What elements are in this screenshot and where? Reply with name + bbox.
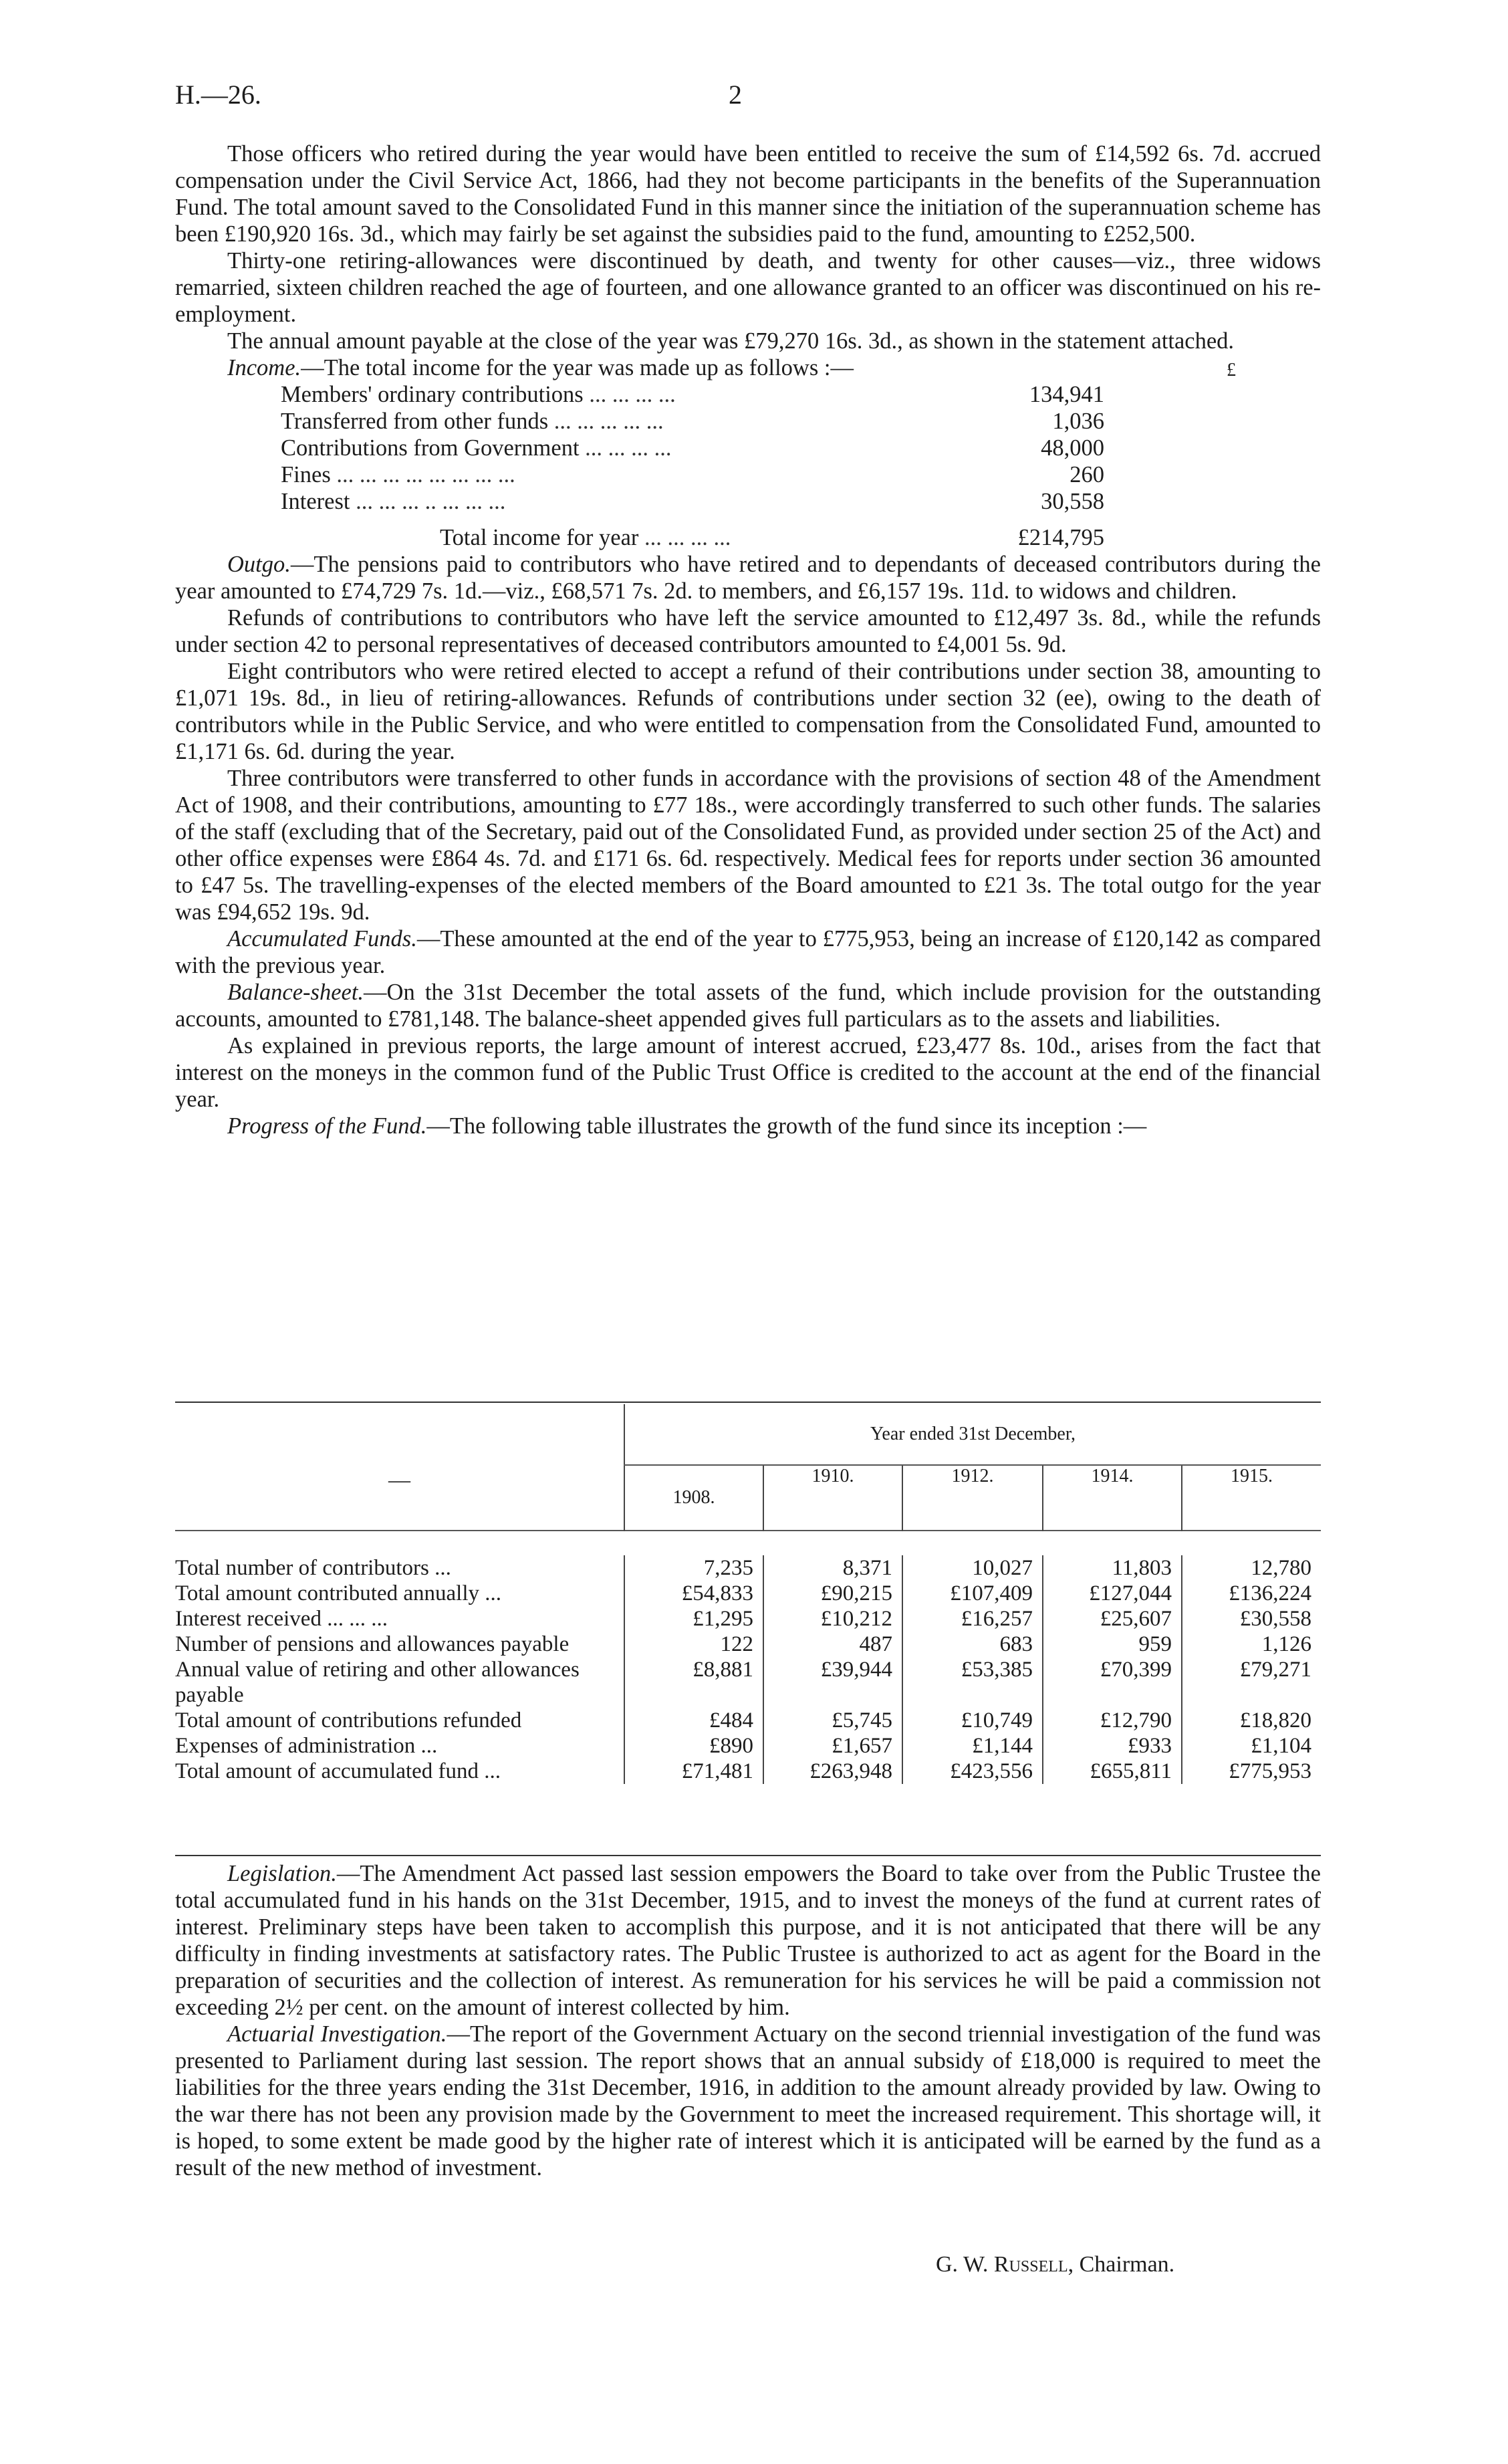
balance-heading: Balance-sheet. [227,980,364,1005]
paragraph-refunds: Refunds of contributions to contributors who have left the service amounted to £12,497 3s. 8d., while the refunds under section 42 to personal representatives of deceased contributors amounted to £4,001 5s. 9d. [175,605,1321,657]
income-total-value: £214,795 [1017,525,1104,550]
table-row: Total amount contributed annually ... £54,833 £90,215 £107,409 £127,044 £136,224 [175,1581,1321,1606]
table-group-header: Year ended 31st December, [624,1404,1321,1465]
paragraph-eight-contributors: Eight contributors who were retired elected to accept a refund of their contributions under section 38, amounting to £1,071 19s. 8d., in lieu of retiring-allowances. Refunds of contributions under section 32 (ee), owing to the death of contributors while in the Public Service, and who were entitled to compensation from the Consolidated Fund, amounted to £1,171 6s. 6d. during the year. [175,659,1321,764]
paragraph-actuarial: Actuarial Investigation.—The report of the Government Actuary on the second triennial investigation of the fund was presented to Parliament during last session. The report shows that an annual subsidy of £18,000 is required to meet the liabilities for the three years ending the 31st December, 1916, in addition to the amount already provided by law. Owing to the war there has not been any provision made by the Government to meet the increased requirement. This shortage will, it is hoped, to some extent be made good by the higher rate of interest which it is anticipated will be earned by the fund as a result of the new method of investment. [175,2021,1321,2180]
paragraph-compensation: Those officers who retired during the year would have been entitled to receive the sum of £14,592 6s. 7d. accrued compensation under the Civil Service Act, 1866, had they not become participants in the benefits of the Superannuation Fund. The total amount saved to the Consolidated Fund in this manner since the initiation of the superannuation scheme has been £190,920 16s. 3d., which may fairly be set against the subsidies paid to the fund, amounting to £252,500. [175,141,1321,247]
header-rule [175,1531,1321,1555]
table-row: Number of pensions and allowances payable 122 487 683 959 1,126 [175,1632,1321,1657]
income-row: Interest ... ... ... .. ... ... ... 30,558 [281,489,1104,514]
income-value: 1,036 [1052,409,1104,434]
page-number: 2 [729,80,742,110]
income-label: Transferred from other funds [281,409,549,434]
paragraph-interest: As explained in previous reports, the large amount of interest accrued, £23,477 8s. 10d., arises from the fact that interest on the moneys in the common fund of the Public Trust Office is credited to the account at the end of the financial year. [175,1033,1321,1112]
income-value: 48,000 [1041,435,1104,461]
progress-heading: Progress of the Fund. [227,1113,427,1139]
table-bottom-rule [175,1855,1321,1856]
paragraph-three-contributors: Three contributors were transferred to other funds in accordance with the provisions of section 48 of the Amendment Act of 1908, and their contributions, amounting to £77 18s., were accordingly transferred to such other funds. The salaries of the staff (excluding that of the Secretary, paid out of the Consolidated Fund, as provided under section 25 of the Act) and other office expenses were £864 4s. 7d. and £171 6s. 6d. respectively. Medical fees for reports under section 36 amounted to £47 5s. The travelling-expenses of the elected members of the Board amounted to £21 3s. The total outgo for the year was £94,652 19s. 9d. [175,766,1321,925]
paragraph-legislation: Legislation.—The Amendment Act passed last session empowers the Board to take over from the Public Trustee the total accumulated fund in his hands on the 31st December, 1915, and to invest the moneys of the fund at current rates of interest. Preliminary steps have been taken to accomplish this purpose, and it is not anticipated that there will be any difficulty in finding investments at satisfactory rates. The Public Trustee is authorized to act as agent for the Board in the preparation of securities and the collection of interest. As remuneration for his services he will be paid a commission not exceeding 2½ per cent. on the amount of interest collected by him. [175,1861,1321,2020]
table-row: Annual value of retiring and other allowances payable £8,881 £39,944 £53,385 £70,399 £79,271 [175,1657,1321,1708]
outgo-heading: Outgo. [227,552,291,577]
paragraph-discontinued: Thirty-one retiring-allowances were discontinued by death, and twenty for other causes—viz., three widows remarried, sixteen children reached the age of fourteen, and one allowance granted to an officer was discontinued on his re-employment. [175,248,1321,327]
income-label: Members' ordinary contributions [281,382,584,407]
income-currency: £ [1227,360,1236,380]
year-header: 1915. [1182,1465,1321,1531]
year-header: 1910. [763,1465,902,1531]
year-header: 1912. [902,1465,1043,1531]
paragraph-income-intro [175,354,1321,381]
table-row: Interest received ... ... ... £1,295 £10,212 £16,257 £25,607 £30,558 [175,1606,1321,1632]
year-header: 1914. [1043,1465,1182,1531]
income-label: Fines [281,462,331,487]
actuarial-heading: Actuarial Investigation. [227,2021,447,2047]
year-header: 1908. [624,1465,763,1531]
income-label: Contributions from Government [281,435,580,461]
income-row: Members' ordinary contributions ... ... ... ... 134,941 [281,382,1104,407]
body-text-top [175,140,1321,1139]
income-value: 134,941 [1029,382,1104,407]
income-intro: —The total income for the year was made up as follows :— [301,355,854,380]
income-total-label: Total income for year [440,525,639,550]
body-text-bottom [175,1860,1321,2181]
paragraph-progress: Progress of the Fund.—The following table illustrates the growth of the fund since its inception :— [227,1113,1147,1139]
income-value: 30,558 [1041,489,1104,514]
signature: G. W. Russell, Chairman. [936,2252,1175,2277]
paragraph-accumulated: Accumulated Funds.—These amounted at the end of the year to £775,953, being an increase of £120,142 as compared with the previous year. [175,926,1321,978]
income-heading: Income. [227,355,301,380]
table-top-rule [175,1402,1321,1403]
income-row: Fines ... ... ... ... ... ... ... ... 260 [281,462,1104,487]
income-label: Interest [281,489,350,514]
table-corner: — [388,1468,410,1492]
income-row: Contributions from Government ... ... ... ... 48,000 [281,435,1104,461]
accumulated-heading: Accumulated Funds. [227,926,417,951]
report-reference: H.—26. [175,80,261,110]
income-value: 260 [1070,462,1104,487]
progress-table [175,1404,1321,1796]
income-list [175,381,1321,551]
legislation-heading: Legislation. [227,1861,337,1886]
paragraph-balance-sheet: Balance-sheet.—On the 31st December the total assets of the fund, which include provision for the outstanding accounts, amounted to £781,148. The balance-sheet appended gives full particulars as to the assets and liabilities. [175,980,1321,1032]
table-row: Total number of contributors ... 7,235 8,371 10,027 11,803 12,780 [175,1555,1321,1581]
paragraph-annual-amount: The annual amount payable at the close of the year was £79,270 16s. 3d., as shown in the statement attached. [227,328,1235,354]
income-total-row: Total income for year ... ... ... ... £214,795 [440,525,1104,550]
signatory-name: Russell [993,2252,1068,2277]
table-row: Total amount of contributions refunded £484 £5,745 £10,749 £12,790 £18,820 [175,1708,1321,1733]
paragraph-outgo: Outgo.—The pensions paid to contributors who have retired and to dependants of deceased contributors during the year amounted to £74,729 7s. 1d.—viz., £68,571 7s. 2d. to members, and £6,157 19s. 11d. to widows and children. [175,552,1321,604]
table-row: Total amount of accumulated fund ... £71,481 £263,948 £423,556 £655,811 £775,953 [175,1759,1321,1784]
income-row: Transferred from other funds ... ... ... ... ... 1,036 [281,409,1104,434]
table-row: Expenses of administration ... £890 £1,657 £1,144 £933 £1,104 [175,1733,1321,1759]
